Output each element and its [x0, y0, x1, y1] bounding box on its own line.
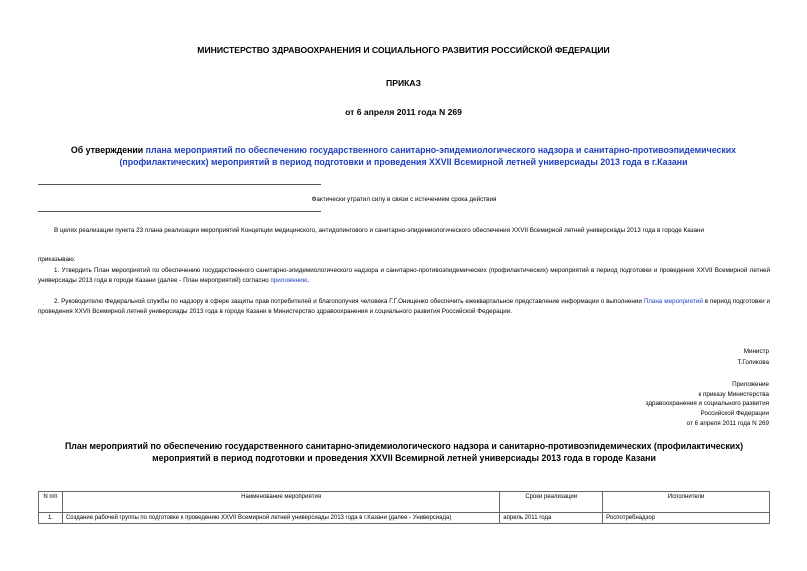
- plan-title: [38, 441, 770, 464]
- header-exec: Исполнители: [603, 492, 770, 513]
- table-row: [39, 513, 770, 524]
- table-header-row: [39, 492, 770, 513]
- cell-exec: Роспотребнадзор: [603, 513, 770, 524]
- header-num: N п/п: [39, 492, 63, 513]
- appendix-line-3: здравоохранения и социального развития: [645, 400, 769, 408]
- appendix-block: [470, 380, 769, 429]
- doc-type-heading: ПРИКАЗ: [386, 78, 421, 88]
- document-title: [60, 145, 747, 168]
- divider-bottom: [38, 211, 321, 212]
- ministry-heading: МИНИСТЕРСТВО ЗДРАВООХРАНЕНИЯ И СОЦИАЛЬНОГО РАЗВИТИЯ РОССИЙСКОЙ ФЕДЕРАЦИИ: [197, 45, 610, 55]
- item-2-text: 2. Руководителю Федеральной службы по надзору в сфере защиты прав потребителей и благополучия человека Г.Г.Онищенко обеспечить ежеквартальное представление информации о выполнении: [54, 298, 644, 305]
- cell-term: апрель 2011 года: [500, 513, 603, 524]
- doc-date-number: от 6 апреля 2011 года N 269: [345, 107, 462, 117]
- appendix-line-2: к приказу Министерства: [698, 390, 769, 398]
- preamble-paragraph: В целях реализации пункта 23 плана реализации мероприятий Концепции медицинского, антидопингового и санитарно-эпидемиологического обеспечения XXVII Всемирной летней универсиады 2013 года в городе Казани: [54, 227, 705, 234]
- plan-link[interactable]: Плана мероприятий: [643, 298, 703, 305]
- cell-name: Создание рабочей группы по подготовке к проведению XXVII Всемирной летней универсиады 2013 года в г.Казани (далее - Универсиада): [62, 513, 499, 524]
- item-1-end: .: [307, 276, 310, 284]
- item-2-paragraph: [38, 297, 770, 316]
- appendix-line-1: Приложение: [732, 381, 769, 388]
- signature-name: Т.Голикова: [737, 359, 769, 366]
- plan-table: [38, 491, 770, 524]
- appendix-line-4: Российской Федерации: [700, 410, 769, 418]
- item-1-text: 1. Утвердить План мероприятий по обеспечению государственного санитарно-эпидемиологического надзора и санитарно-противоэпидемических (профилактических) мероприятий в период подготовки и проведения XXVII Всемирной летней универсиады 2013 года в городе Казани (далее - План мероприятий) согласно: [38, 267, 770, 284]
- appendix-link[interactable]: приложению: [270, 276, 308, 284]
- header-term: Сроки реализации: [500, 492, 603, 513]
- appendix-line-5: от 6 апреля 2011 года N 269: [686, 419, 769, 427]
- item-2-end: в период подготовки и проведения XXVII Всемирной летней универсиады 2013 года в городе Казани в Министерство здравоохранения и социального развития Российской Федерации.: [38, 298, 770, 315]
- header-name: Наименование мероприятия: [62, 492, 499, 513]
- plan-title-line-2: мероприятий в период подготовки и проведения XXVII Всемирной летней универсиады 2013 года в городе Казани: [152, 452, 656, 463]
- divider-top: [38, 184, 321, 185]
- signature-position: Министр: [743, 348, 769, 355]
- status-note: Фактически утратил силу в связи с истечением срока действия: [311, 196, 497, 203]
- cell-num: 1.: [39, 513, 63, 524]
- title-link[interactable]: плана мероприятий по обеспечению государственного санитарно-эпидемиологического надзора и санитарно-противоэпидемических (профилактических) мероприятий в период подготовки и проведения XXVII Всемирной летней универсиады 2013 года в г.Казани: [119, 145, 737, 167]
- plan-title-line-1: План мероприятий по обеспечению государственного санитарно-эпидемиологического надзора и санитарно-противоэпидемических (профилактических): [64, 441, 744, 451]
- order-word: приказываю:: [38, 256, 76, 263]
- title-prefix: Об утверждении: [70, 145, 146, 155]
- item-1-paragraph: [38, 266, 770, 285]
